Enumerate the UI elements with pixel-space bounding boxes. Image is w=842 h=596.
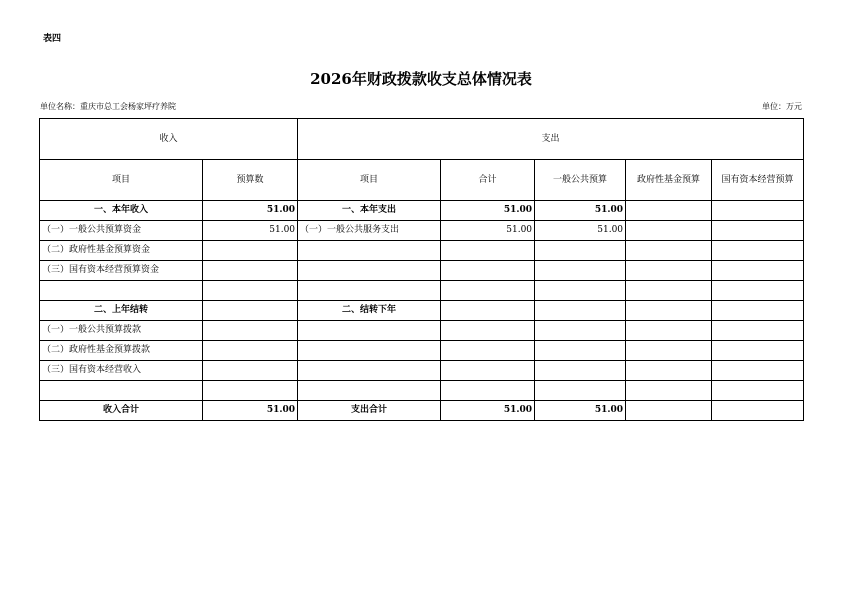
cell-expense-gov-fund bbox=[626, 201, 712, 221]
table-row bbox=[40, 321, 804, 341]
table-row bbox=[40, 201, 804, 221]
cell-expense-item bbox=[298, 381, 441, 401]
cell-expense-gov-fund bbox=[626, 401, 712, 421]
cell-expense-general: 51.00 bbox=[535, 201, 626, 221]
table-row bbox=[40, 401, 804, 421]
table-row bbox=[40, 221, 804, 241]
col-state: 国有资本经营预算 bbox=[712, 160, 804, 201]
cell-expense-total bbox=[441, 341, 535, 361]
table-row bbox=[40, 281, 804, 301]
cell-income-item: （三）国有资本经营预算资金 bbox=[40, 261, 203, 281]
cell-expense-general: 51.00 bbox=[535, 401, 626, 421]
cell-income-item: （一）一般公共预算拨款 bbox=[40, 321, 203, 341]
col-gov-fund: 政府性基金预算 bbox=[626, 160, 712, 201]
cell-expense-general bbox=[535, 261, 626, 281]
col-item-right: 项目 bbox=[298, 160, 441, 201]
cell-expense-gov-fund bbox=[626, 301, 712, 321]
cell-expense-total bbox=[441, 281, 535, 301]
cell-expense-state bbox=[712, 301, 804, 321]
unit-name: 单位名称：重庆市总工会杨家坪疗养院 bbox=[40, 102, 176, 111]
cell-expense-state bbox=[712, 341, 804, 361]
cell-expense-general bbox=[535, 341, 626, 361]
cell-income-value bbox=[203, 241, 298, 261]
header-row-2 bbox=[40, 160, 804, 201]
cell-expense-general bbox=[535, 281, 626, 301]
cell-expense-gov-fund bbox=[626, 341, 712, 361]
cell-income-value bbox=[203, 341, 298, 361]
cell-income-value: 51.00 bbox=[203, 221, 298, 241]
cell-expense-gov-fund bbox=[626, 221, 712, 241]
cell-expense-item bbox=[298, 241, 441, 261]
cell-income-item bbox=[40, 381, 203, 401]
col-budget: 预算数 bbox=[203, 160, 298, 201]
cell-income-item: （三）国有资本经营收入 bbox=[40, 361, 203, 381]
cell-expense-total bbox=[441, 361, 535, 381]
cell-expense-state bbox=[712, 221, 804, 241]
cell-expense-total: 51.00 bbox=[441, 201, 535, 221]
cell-expense-general bbox=[535, 381, 626, 401]
table-tag: 表四 bbox=[43, 34, 62, 44]
table-row bbox=[40, 241, 804, 261]
cell-income-item: （二）政府性基金预算资金 bbox=[40, 241, 203, 261]
cell-expense-total: 51.00 bbox=[441, 401, 535, 421]
cell-expense-item: 支出合计 bbox=[298, 401, 441, 421]
cell-expense-state bbox=[712, 241, 804, 261]
cell-expense-gov-fund bbox=[626, 281, 712, 301]
cell-expense-state bbox=[712, 361, 804, 381]
cell-expense-state bbox=[712, 321, 804, 341]
cell-expense-state bbox=[712, 401, 804, 421]
table-row bbox=[40, 361, 804, 381]
cell-income-value: 51.00 bbox=[203, 401, 298, 421]
cell-expense-item bbox=[298, 341, 441, 361]
cell-expense-item: （一）一般公共服务支出 bbox=[298, 221, 441, 241]
cell-expense-gov-fund bbox=[626, 381, 712, 401]
cell-expense-gov-fund bbox=[626, 321, 712, 341]
expense-header: 支出 bbox=[298, 119, 804, 160]
table-row bbox=[40, 341, 804, 361]
cell-expense-gov-fund bbox=[626, 361, 712, 381]
cell-expense-total bbox=[441, 261, 535, 281]
cell-income-value bbox=[203, 281, 298, 301]
cell-income-item: （一）一般公共预算资金 bbox=[40, 221, 203, 241]
cell-expense-item: 一、本年支出 bbox=[298, 201, 441, 221]
cell-income-value bbox=[203, 301, 298, 321]
income-header: 收入 bbox=[40, 119, 298, 160]
cell-income-item: 一、本年收入 bbox=[40, 201, 203, 221]
col-general: 一般公共预算 bbox=[535, 160, 626, 201]
cell-expense-general bbox=[535, 321, 626, 341]
table-row bbox=[40, 301, 804, 321]
cell-income-value bbox=[203, 381, 298, 401]
page-title: 2026年财政拨款收支总体情况表 bbox=[310, 70, 532, 88]
table-row bbox=[40, 261, 804, 281]
cell-income-item: 收入合计 bbox=[40, 401, 203, 421]
cell-expense-total bbox=[441, 321, 535, 341]
cell-expense-state bbox=[712, 281, 804, 301]
cell-expense-gov-fund bbox=[626, 241, 712, 261]
cell-expense-general bbox=[535, 241, 626, 261]
table-row bbox=[40, 381, 804, 401]
header-row-1 bbox=[40, 119, 804, 160]
table-body bbox=[40, 201, 804, 421]
col-total: 合计 bbox=[441, 160, 535, 201]
cell-income-value bbox=[203, 321, 298, 341]
cell-expense-total bbox=[441, 301, 535, 321]
cell-expense-gov-fund bbox=[626, 261, 712, 281]
cell-expense-state bbox=[712, 381, 804, 401]
cell-income-value bbox=[203, 361, 298, 381]
cell-income-value bbox=[203, 261, 298, 281]
cell-expense-item bbox=[298, 281, 441, 301]
cell-expense-item: 二、结转下年 bbox=[298, 301, 441, 321]
cell-income-item: （二）政府性基金预算拨款 bbox=[40, 341, 203, 361]
cell-expense-general: 51.00 bbox=[535, 221, 626, 241]
cell-income-item: 二、上年结转 bbox=[40, 301, 203, 321]
cell-income-value: 51.00 bbox=[203, 201, 298, 221]
cell-expense-total bbox=[441, 381, 535, 401]
cell-income-item bbox=[40, 281, 203, 301]
cell-expense-general bbox=[535, 361, 626, 381]
cell-expense-state bbox=[712, 261, 804, 281]
unit-measure: 单位：万元 bbox=[762, 102, 802, 111]
cell-expense-state bbox=[712, 201, 804, 221]
cell-expense-general bbox=[535, 301, 626, 321]
cell-expense-item bbox=[298, 321, 441, 341]
cell-expense-total bbox=[441, 241, 535, 261]
budget-table bbox=[39, 118, 804, 421]
cell-expense-item bbox=[298, 261, 441, 281]
cell-expense-total: 51.00 bbox=[441, 221, 535, 241]
col-item-left: 项目 bbox=[40, 160, 203, 201]
cell-expense-item bbox=[298, 361, 441, 381]
